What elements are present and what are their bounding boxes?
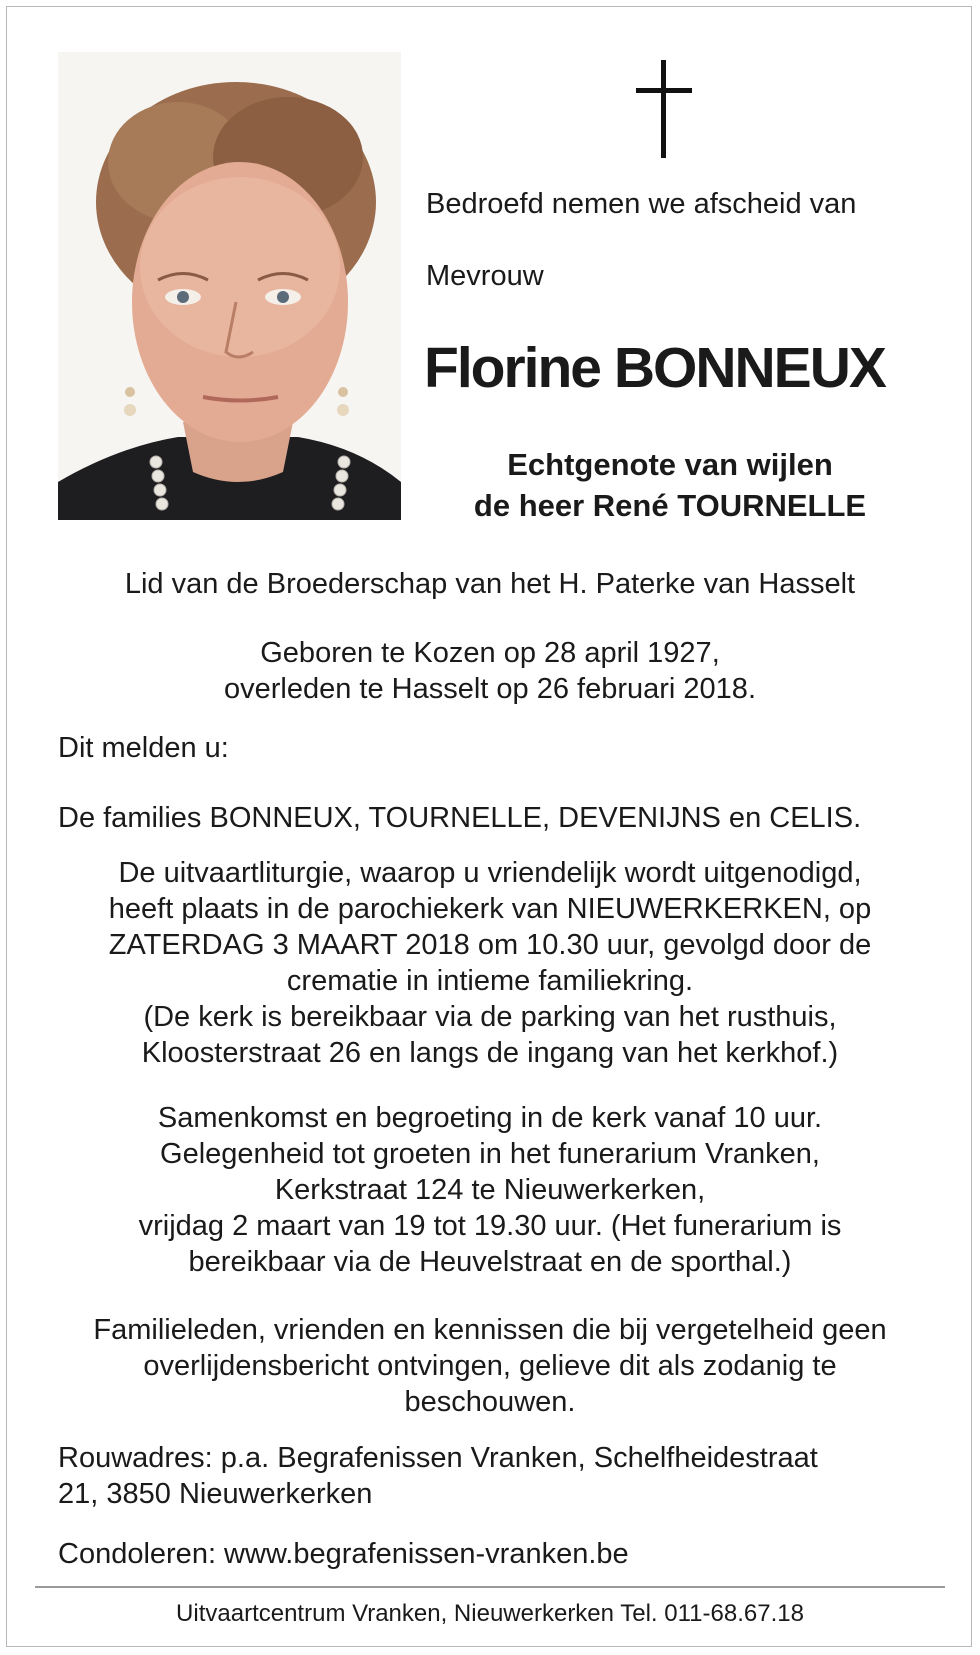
notice-line: Familieleden, vrienden en kennissen die bij vergetelheid geen xyxy=(93,1314,887,1346)
birth-text: Geboren te Kozen op 28 april 1927, xyxy=(260,637,720,669)
footer-divider xyxy=(35,1586,945,1588)
address-line: Rouwadres: p.a. Begrafenissen Vranken, Schelfheidestraat xyxy=(58,1442,818,1474)
intro-text: Bedroefd nemen we afscheid van xyxy=(426,188,857,220)
membership-text: Lid van de Broederschap van het H. Paterke van Hasselt xyxy=(124,568,856,600)
liturgy-line: crematie in intieme familiekring. xyxy=(286,965,694,997)
gathering-line: Gelegenheid tot groeten in het funerarium Vranken, xyxy=(160,1138,820,1170)
notice-line: beschouwen. xyxy=(404,1386,576,1418)
condolences-link[interactable]: Condoleren: www.begrafenissen-vranken.be xyxy=(58,1538,629,1570)
deceased-name: Florine BONNEUX xyxy=(424,336,885,400)
honorific: Mevrouw xyxy=(426,260,544,292)
spouse-line-1: Echtgenote van wijlen xyxy=(507,447,833,482)
notice-line: overlijdensbericht ontvingen, gelieve dit als zodanig te xyxy=(143,1350,837,1382)
gathering-line: bereikbaar via de Heuvelstraat en de sporthal.) xyxy=(188,1246,792,1278)
footer-text: Uitvaartcentrum Vranken, Nieuwerkerken Tel. 011-68.67.18 xyxy=(176,1600,804,1627)
announce-text: Dit melden u: xyxy=(58,732,229,764)
families-text: De families BONNEUX, TOURNELLE, DEVENIJNS en CELIS. xyxy=(58,802,862,834)
cross-icon xyxy=(636,60,692,158)
address-line: 21, 3850 Nieuwerkerken xyxy=(58,1478,373,1510)
spouse-line-2: de heer René TOURNELLE xyxy=(473,488,867,523)
gathering-line: Samenkomst en begroeting in de kerk vanaf 10 uur. xyxy=(157,1102,823,1134)
death-text: overleden te Hasselt op 26 februari 2018. xyxy=(223,673,756,705)
liturgy-line: Kloosterstraat 26 en langs de ingang van het kerkhof.) xyxy=(141,1037,839,1069)
gathering-line: Kerkstraat 124 te Nieuwerkerken, xyxy=(274,1174,706,1206)
liturgy-line: ZATERDAG 3 MAART 2018 om 10.30 uur, gevolgd door de xyxy=(108,929,872,961)
liturgy-line: (De kerk is bereikbaar via de parking van het rusthuis, xyxy=(143,1001,837,1033)
portrait-photo xyxy=(58,52,401,520)
liturgy-line: De uitvaartliturgie, waarop u vriendelijk wordt uitgenodigd, xyxy=(118,857,862,889)
gathering-line: vrijdag 2 maart van 19 tot 19.30 uur. (Het funerarium is xyxy=(138,1210,842,1242)
liturgy-line: heeft plaats in de parochiekerk van NIEUWERKERKEN, op xyxy=(108,893,872,925)
